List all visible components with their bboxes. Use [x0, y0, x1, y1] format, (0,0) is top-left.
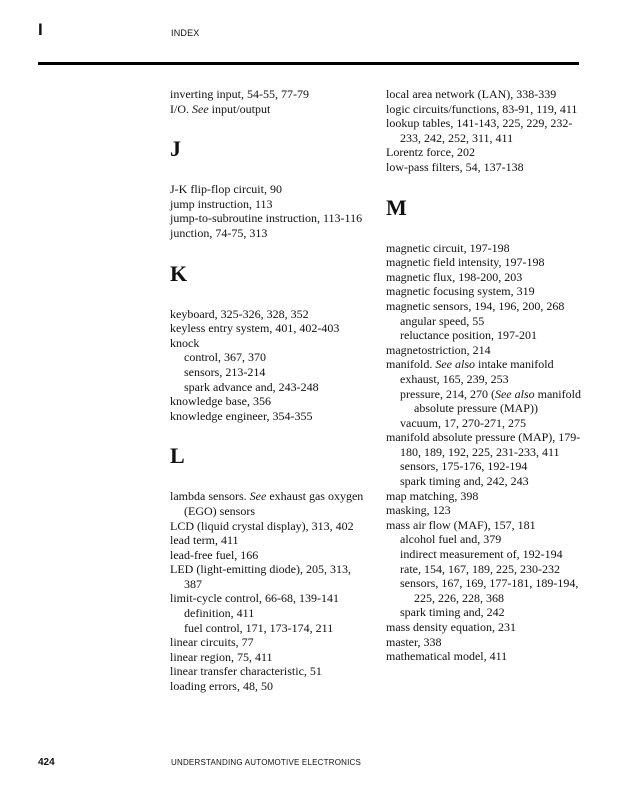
index-subentry: control, 367, 370 [184, 350, 266, 365]
index-entry: keyless entry system, 401, 402-403 [170, 321, 340, 336]
index-entry: master, 338 [386, 634, 442, 649]
left-column [170, 87, 370, 694]
index-subentry: spark timing and, 242 [400, 605, 505, 620]
index-entry: mass density equation, 231 [386, 620, 516, 634]
index-entry: low-pass filters, 54, 137-138 [386, 159, 524, 174]
index-subentry: exhaust, 165, 239, 253 [400, 371, 509, 386]
letter-heading-k: K [170, 260, 188, 286]
index-entry: local area network (LAN), 338-339 [386, 87, 557, 101]
index-entry: linear region, 75, 411 [170, 649, 273, 664]
index-entry: manifold absolute pressure (MAP), 179-180, 189, 192, 225, 231-233, 411 [386, 430, 581, 459]
index-entry: magnetic focusing system, 319 [386, 284, 535, 299]
index-entry: map matching, 398 [386, 488, 479, 503]
index-entry: knowledge engineer, 354-355 [170, 408, 313, 423]
index-entry-see: manifold. See also intake manifold [386, 357, 554, 372]
section-letter: I [38, 20, 43, 39]
index-entry: magnetic circuit, 197-198 [386, 240, 510, 255]
index-entry: junction, 74-75, 313 [170, 225, 268, 240]
index-entry: magnetostriction, 214 [386, 342, 491, 357]
index-subentry: sensors, 175-176, 192-194 [400, 459, 528, 474]
index-subentry: spark timing and, 242, 243 [400, 474, 529, 489]
index-entry: lead term, 411 [170, 533, 239, 548]
index-subentry-see: pressure, 214, 270 (See also manifold absolute pressure (MAP)) [400, 386, 581, 416]
letter-heading-j: J [170, 136, 181, 162]
index-entry: magnetic sensors, 194, 196, 200, 268 [386, 298, 565, 313]
index-entry: Lorentz force, 202 [386, 145, 475, 160]
index-entry: J-K flip-flop circuit, 90 [170, 182, 282, 197]
letter-heading-m: M [386, 194, 407, 220]
index-subentry: reluctance position, 197-201 [400, 328, 537, 343]
index-entry: limit-cycle control, 66-68, 139-141 [170, 591, 339, 606]
index-entry: logic circuits/functions, 83-91, 119, 411 [386, 101, 578, 116]
index-entry: lookup tables, 141-143, 225, 229, 232-233, 242, 252, 311, 411 [386, 116, 573, 145]
index-subentry: definition, 411 [184, 606, 255, 621]
index-entry: LED (light-emitting diode), 205, 313, 387 [170, 562, 351, 591]
index-subentry: sensors, 167, 169, 177-181, 189-194, 225, 226, 228, 368 [400, 576, 579, 605]
header-rule [38, 62, 579, 65]
index-subentry: vacuum, 17, 270-271, 275 [400, 415, 526, 430]
running-head: INDEX [171, 28, 200, 38]
index-entry: magnetic flux, 198-200, 203 [386, 269, 523, 284]
index-entry: magnetic field intensity, 197-198 [386, 255, 545, 270]
index-entry: linear circuits, 77 [170, 635, 254, 650]
index-entry: linear transfer characteristic, 51 [170, 664, 322, 679]
index-subentry: indirect measurement of, 192-194 [400, 547, 563, 562]
page-number: 424 [38, 757, 55, 768]
index-entry: inverting input, 54-55, 77-79 [170, 87, 309, 101]
index-subentry: spark advance and, 243-248 [184, 379, 319, 394]
index-subentry: alcohol fuel and, 379 [400, 532, 502, 547]
index-entry: LCD (liquid crystal display), 313, 402 [170, 518, 354, 533]
index-subentry: angular speed, 55 [400, 313, 485, 328]
index-entry: knowledge base, 356 [170, 394, 271, 409]
index-entry: keyboard, 325-326, 328, 352 [170, 306, 309, 321]
index-entry: mass air flow (MAF), 157, 181 [386, 517, 536, 532]
index-entry-see: lambda sensors. See exhaust gas oxygen (EGO) sensors [170, 489, 364, 518]
index-subentry: rate, 154, 167, 189, 225, 230-232 [400, 561, 560, 576]
book-title: UNDERSTANDING AUTOMOTIVE ELECTRONICS [171, 758, 362, 767]
letter-heading-l: L [170, 443, 185, 469]
index-subentry: sensors, 213-214 [184, 364, 266, 379]
index-entry: mathematical model, 411 [386, 649, 508, 664]
index-subentry: fuel control, 171, 173-174, 211 [184, 620, 334, 635]
index-entry: knock [170, 335, 200, 350]
index-entry: jump instruction, 113 [170, 196, 273, 211]
index-entry-see: I/O. See input/output [170, 101, 271, 116]
index-entry: masking, 123 [386, 503, 451, 518]
index-entry: loading errors, 48, 50 [170, 679, 273, 694]
index-entry: lead-free fuel, 166 [170, 547, 259, 562]
index-entry: jump-to-subroutine instruction, 113-116 [170, 211, 363, 226]
right-column [386, 87, 591, 664]
